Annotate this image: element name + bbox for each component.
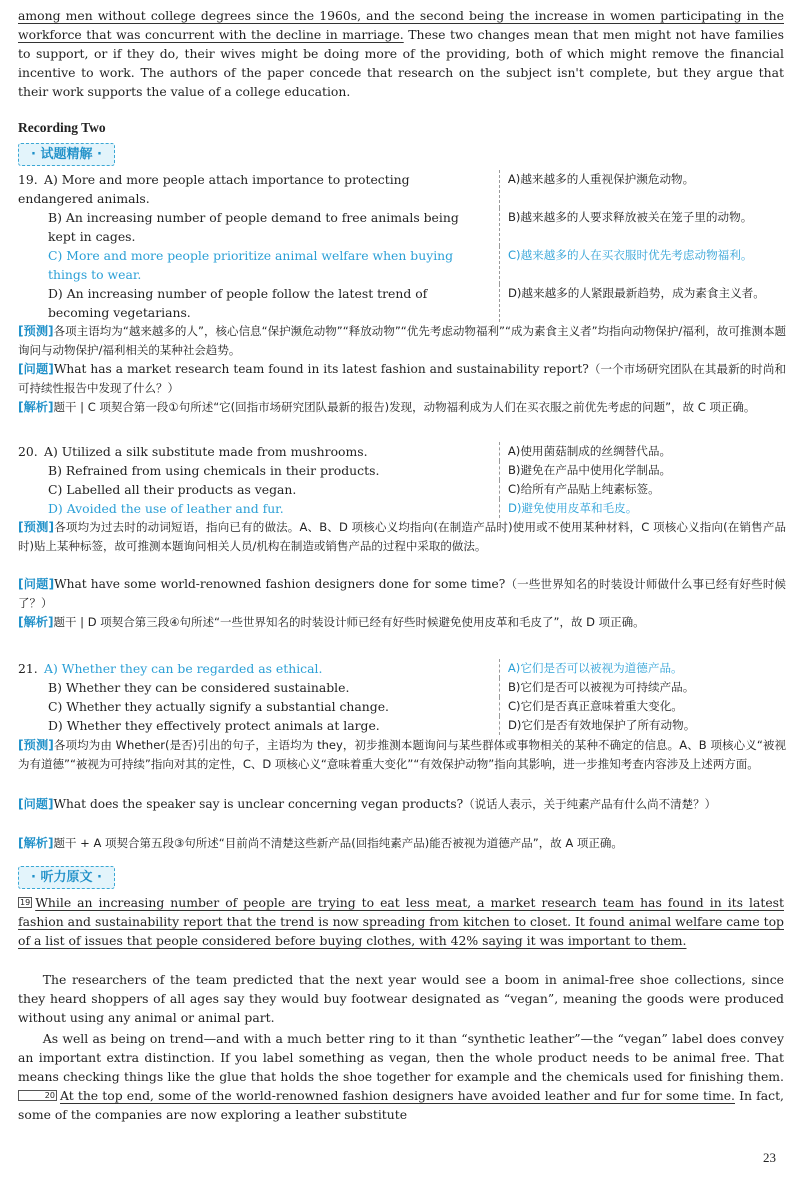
option-a-en: A) Utilized a silk substitute made from mushrooms. (44, 444, 368, 459)
question-en: What does the speaker say is unclear concerning vegan products? (53, 797, 464, 811)
option-c-cn: C)越来越多的人在买衣服时优先考虑动物福利。 (499, 246, 788, 284)
analysis-text: 题干 | D 项契合第三段④句所述“一些世界知名的时装设计师已经有好些时候避免使用皮革和毛皮了”，故 D 项正确。 (53, 615, 645, 629)
prediction-text: 各项主语均为“越来越多的人”，核心信息“保护濒危动物”“释放动物”“优先考虑动物福利”“成为素食主义者”均指向动物保护/福利，故可推测本题询问与动物保护/福利相关的某种社会趋势。 (18, 324, 786, 357)
prediction-label: [ 预测 ] (18, 324, 54, 338)
analysis-label: [ 解析 ] (18, 615, 54, 629)
option-c-cn: C)给所有产品贴上纯素标签。 (499, 480, 788, 499)
q19-analysis (18, 398, 786, 417)
transcript-p3-start: As well as being on trend—and with a much better ring to it than “synthetic leather”—the “vegan” label does convey an important extra distinction. If you label something as vegan, then the whole product needs to be animal free. That means checking things like the glue that holds the shoe together for example and the chemicals used for finishing them. (18, 1031, 784, 1084)
question-label: [ 问题 ] (18, 577, 54, 591)
analysis-label: [ 解析 ] (18, 400, 54, 414)
q21-analysis (18, 834, 786, 853)
transcript-paragraph-1 (18, 893, 784, 950)
q19-question (18, 360, 786, 398)
q20-question (18, 575, 786, 613)
option-d-en: D) Whether they effectively protect animals at large. (48, 718, 380, 733)
transcript-p1-text: While an increasing number of people are trying to eat less meat, a market research team has found in its latest fashion and sustainability report that the trend is now spreading from kitchen to closet. It found animal welfare came top of a list of issues that people considered before buying clothes, with 42% saying it was important to them. (18, 895, 784, 948)
option-a-correct (18, 659, 788, 678)
option-a-cn: A)越来越多的人重视保护濒危动物。 (499, 170, 788, 208)
prediction-text: 各项均为过去时的动词短语，指向已有的做法。A、B、D 项核心义均指向(在制造产品时)使用或不使用某种材料，C 项核心义指向(在销售产品时)贴上某种标签，故可推测本题询问相关人员/机构在制造或销售产品的过程中采取的做法。 (18, 520, 787, 553)
prediction-label: [ 预测 ] (18, 738, 54, 752)
option-c (18, 480, 788, 499)
question-label: [ 问题 ] (18, 362, 54, 376)
section-badge-explanation: · 试题精解 · (18, 143, 115, 166)
option-a-en: A) More and more people attach importance to protecting endangered animals. (18, 172, 410, 206)
option-b (18, 461, 788, 480)
option-c (18, 697, 788, 716)
prediction-text: 各项均为由 Whether(是否)引出的句子，主语均为 they，初步推测本题询问与某些群体或事物相关的某种不确定的信息。A、B 项核心义“被视为有道德”“被视为可持续”指向对其的定性，C、D 项核心义“意味着重大变化”“有效保护动物”指向其影响，进一步推知考查内容涉及上述两方面。 (18, 738, 786, 771)
question-number: 19. (18, 172, 38, 187)
option-b-cn: B)越来越多的人要求释放被关在笼子里的动物。 (499, 208, 788, 246)
q20-prediction (18, 518, 786, 556)
option-b-cn: B)避免在产品中使用化学制品。 (499, 461, 788, 480)
option-d (18, 284, 788, 322)
question-number: 21. (18, 661, 38, 676)
option-b-cn: B)它们是否可以被视为可持续产品。 (499, 678, 788, 697)
question-en: What have some world-renowned fashion designers done for some time? (54, 577, 506, 591)
option-a-en: A) Whether they can be regarded as ethical. (44, 661, 323, 676)
question-en: What has a market research team found in its latest fashion and sustainability report? (53, 362, 589, 376)
option-b-en: B) An increasing number of people demand to free animals being kept in cages. (48, 210, 459, 244)
q21-prediction (18, 736, 786, 774)
question-number: 20. (18, 444, 38, 459)
question-cn: （一些世界知名的时装设计师做什么事已经有好些时候了？） (18, 577, 787, 610)
analysis-text: 题干 | C 项契合第一段①句所述“它(回指市场研究团队最新的报告)发现，动物福利成为人们在买衣服之前优先考虑的问题”，故 C 项正确。 (53, 400, 756, 414)
question-cn: （一个市场研究团队在其最新的时尚和可持续性报告中发现了什么？） (18, 362, 787, 395)
transcript-paragraph-2: The researchers of the team predicted that the next year would see a boom in animal-free shoe collections, since they heard shoppers of all ages say they would buy footwear designated as “vegan”, meaning the goods were produced without using any animal or animal part. (18, 972, 784, 1025)
option-b (18, 208, 788, 246)
option-b-en: B) Refrained from using chemicals in their products. (48, 463, 380, 478)
option-d-cn: D)越来越多的人紧跟最新趋势，成为素食主义者。 (499, 284, 788, 322)
option-b (18, 678, 788, 697)
transcript-p3-underlined: At the top end, some of the world-renowned fashion designers have avoided leather and fur for some time. (59, 1088, 735, 1103)
transcript-paragraph-3 (18, 1029, 784, 1124)
prediction-label: [ 预测 ] (18, 520, 54, 534)
question-20 (18, 442, 788, 518)
analysis-label: [ 解析 ] (18, 836, 54, 850)
intro-underlined-sentence: among men without college degrees since the 1960s, and the second being the increase in women participating in the workforce that was concurrent with the decline in marriage. (18, 8, 784, 42)
question-marker-19: 19 (20, 898, 31, 907)
option-a (18, 442, 788, 461)
option-a-cn: A)它们是否可以被视为道德产品。 (499, 659, 788, 678)
option-d-en: D) Avoided the use of leather and fur. (48, 501, 284, 516)
question-marker-20: 20 (18, 1090, 57, 1101)
section-badge-transcript: · 听力原文 · (18, 866, 115, 889)
option-b-en: B) Whether they can be considered sustainable. (48, 680, 350, 695)
page-number: 23 (763, 1150, 776, 1165)
q20-analysis (18, 613, 786, 632)
q19-prediction (18, 322, 786, 360)
option-d (18, 716, 788, 735)
option-d-cn: D)避免使用皮革和毛皮。 (499, 499, 788, 518)
option-d-en: D) An increasing number of people follow the latest trend of becoming vegetarians. (48, 286, 428, 320)
transcript-p3-end: In fact, some of the companies are now exploring a leather substitute (18, 1088, 784, 1122)
intro-paragraph (18, 6, 784, 101)
option-c-en: C) Labelled all their products as vegan. (48, 482, 297, 497)
analysis-text: 题干 + A 项契合第五段③句所述“目前尚不清楚这些新产品(回指纯素产品)能否被视为道德产品”，故 A 项正确。 (53, 836, 623, 850)
question-21 (18, 659, 788, 735)
option-c-en: C) Whether they actually signify a substantial change. (48, 699, 389, 714)
option-d-cn: D)它们是否有效地保护了所有动物。 (499, 716, 788, 735)
option-a (18, 170, 788, 208)
option-c-en: C) More and more people prioritize animal welfare when buying things to wear. (48, 248, 454, 282)
option-a-cn: A)使用菌菇制成的丝绸替代品。 (499, 442, 788, 461)
q21-question (18, 795, 786, 814)
question-label: [ 问题 ] (18, 797, 54, 811)
option-c-cn: C)它们是否真正意味着重大变化。 (499, 697, 788, 716)
question-19 (18, 170, 788, 322)
option-c-correct (18, 246, 788, 284)
section-title: Recording Two (18, 120, 106, 135)
intro-rest: These two changes mean that men might not have families to support, or if they do, their wives might be doing more of the providing, both of which might remove the financial incentive to work. The authors of the paper concede that research on the subject isn't complete, but they argue that their work supports the value of a college education. (18, 27, 784, 99)
option-d-correct (18, 499, 788, 518)
question-cn: （说话人表示，关于纯素产品有什么尚不清楚？） (463, 797, 717, 811)
